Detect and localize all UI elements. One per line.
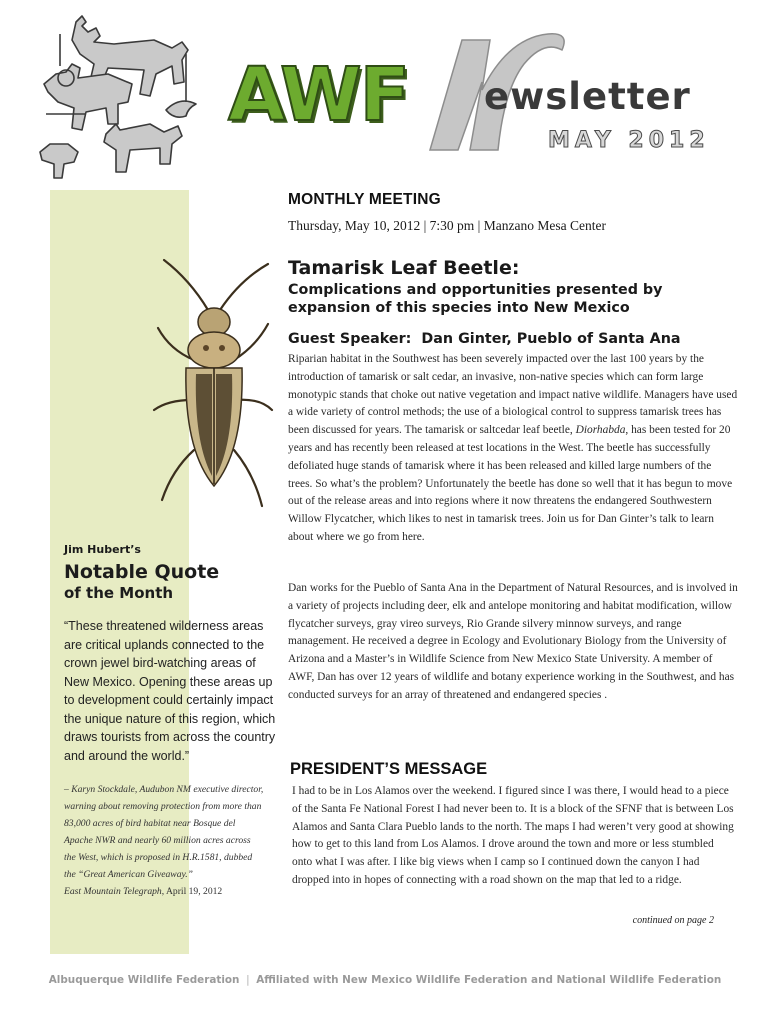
talk-paragraph-1-text: Riparian habitat in the Southwest has been severely impacted over the last 100 years by the introduction of tamarisk or salt cedar, an invasive, non-native species which can form large monotypic stands that choke out native vegetation and impact native wildlife. Managers have used a wide variety of control methods; the use of a biological control to suppress tamarisk trees has been discussed for years. The tamarisk or saltcedar leaf beetle, [288,353,738,437]
genus-name: Diorhabda [575,424,626,437]
quote-kicker: Jim Hubert’s [64,543,141,556]
issue-date: MAY 2012 [548,128,710,153]
monthly-meeting-section [288,188,740,236]
presidents-message-text: I had to be in Los Alamos over the weekend. I figured since I was there, I would head to a piece of the Santa Fe National Forest I had never been to. It is a block of the SFNF that is between Los Alamos and Santa Clara Pueblo lands to the north. The maps I had weren’t very good at showing how to get to this land from Los Alamos. I drove around the town and more or less stumbled onto what I was after. I like big views when I camp so I continued down the canyon I had dropped into in hopes of connecting with a road shown on the map that led to a ridge. [292,785,734,886]
masthead [0,0,770,190]
quote-attribution: – Karyn Stockdale, Audubon NM executive director, warning about removing protection from more than 83,000 acres of bird habitat near Bosque del Apache NWR and nearly 60 million acres across the West, which is proposed in H.R.1581, dubbed the “Great American Giveaway.” [64,784,264,880]
meeting-details: Thursday, May 10, 2012 | 7:30 pm | Manzano Mesa Center [288,218,606,233]
continued-note: continued on page 2 [632,915,714,926]
footer-separator: | [246,974,250,986]
quote-title: Notable Quote [64,561,220,583]
guest-speaker-line [288,329,681,349]
talk-paragraph-1-rest: , has been tested for 20 years and has recently been released at test locations in the West. The beetle has successfully defoliated huge stands of tamarisk where it has been released and killed large numbers of the trees. So what’s the problem? Unfortunately the beetle has done so well that it has begun to move out of the release areas and into regions where it now threatens the endangered Southwestern Willow Flycatcher, which likes to nest in tamarisk trees. Join us for Dan Ginter’s talk to learn about where we go from here. [288,424,733,543]
monthly-meeting-heading: MONTHLY MEETING [288,191,441,208]
speaker-label: Guest Speaker: [288,331,412,347]
animals-collage-illustration [36,14,206,186]
footer-affiliation: Affiliated with New Mexico Wildlife Federation and National Wildlife Federation [256,974,722,986]
presidents-message-heading: PRESIDENT’S MESSAGE [290,760,488,778]
talk-title: Tamarisk Leaf Beetle: [288,257,520,279]
talk-paragraph-2: Dan works for the Pueblo of Santa Ana in the Department of Natural Resources, and is involved in a variety of projects including deer, elk and antelope monitoring and habitat modification, willow flycatcher surveys, gray vireo surveys, Rio Grande silvery minnow surveys, and range management. He received a degree in Ecology and Evolutionary Biology from the University of Arizona and a Master’s in Wildlife Science from New Mexico State University. A member of AWF, Dan has over 12 years of wildlife and botany experience working in the Southwest, and has conducted surveys for an array of threatened and endangered species . [288,582,738,701]
quote-source [64,883,264,900]
awf-logo: AWF [228,52,409,138]
talk-paragraph-1 [288,351,738,547]
talk-subtitle: Complications and opportunities presented by expansion of this species into New Mexico [288,282,663,316]
page-footer [0,970,770,990]
quote-source-publication: East Mountain Telegraph [64,886,162,897]
tamarisk-leaf-beetle-photo [150,250,276,520]
quote-subtitle: of the Month [64,584,174,602]
quote-text: “These threatened wilderness areas are critical uplands connected to the crown jewel bird-watching areas of New Mexico. Opening these areas up to development could certainly impact the unique nature of this region, which draws tourists from across the country and around the world.” [64,619,276,763]
speaker-name: Dan Ginter, Pueblo of Santa Ana [421,331,681,347]
quote-source-date: , April 19, 2012 [161,886,223,897]
notable-quote-sidebar [64,540,280,900]
footer-org: Albuquerque Wildlife Federation [48,974,240,986]
newsletter-wordmark: ewsletter [484,75,691,118]
